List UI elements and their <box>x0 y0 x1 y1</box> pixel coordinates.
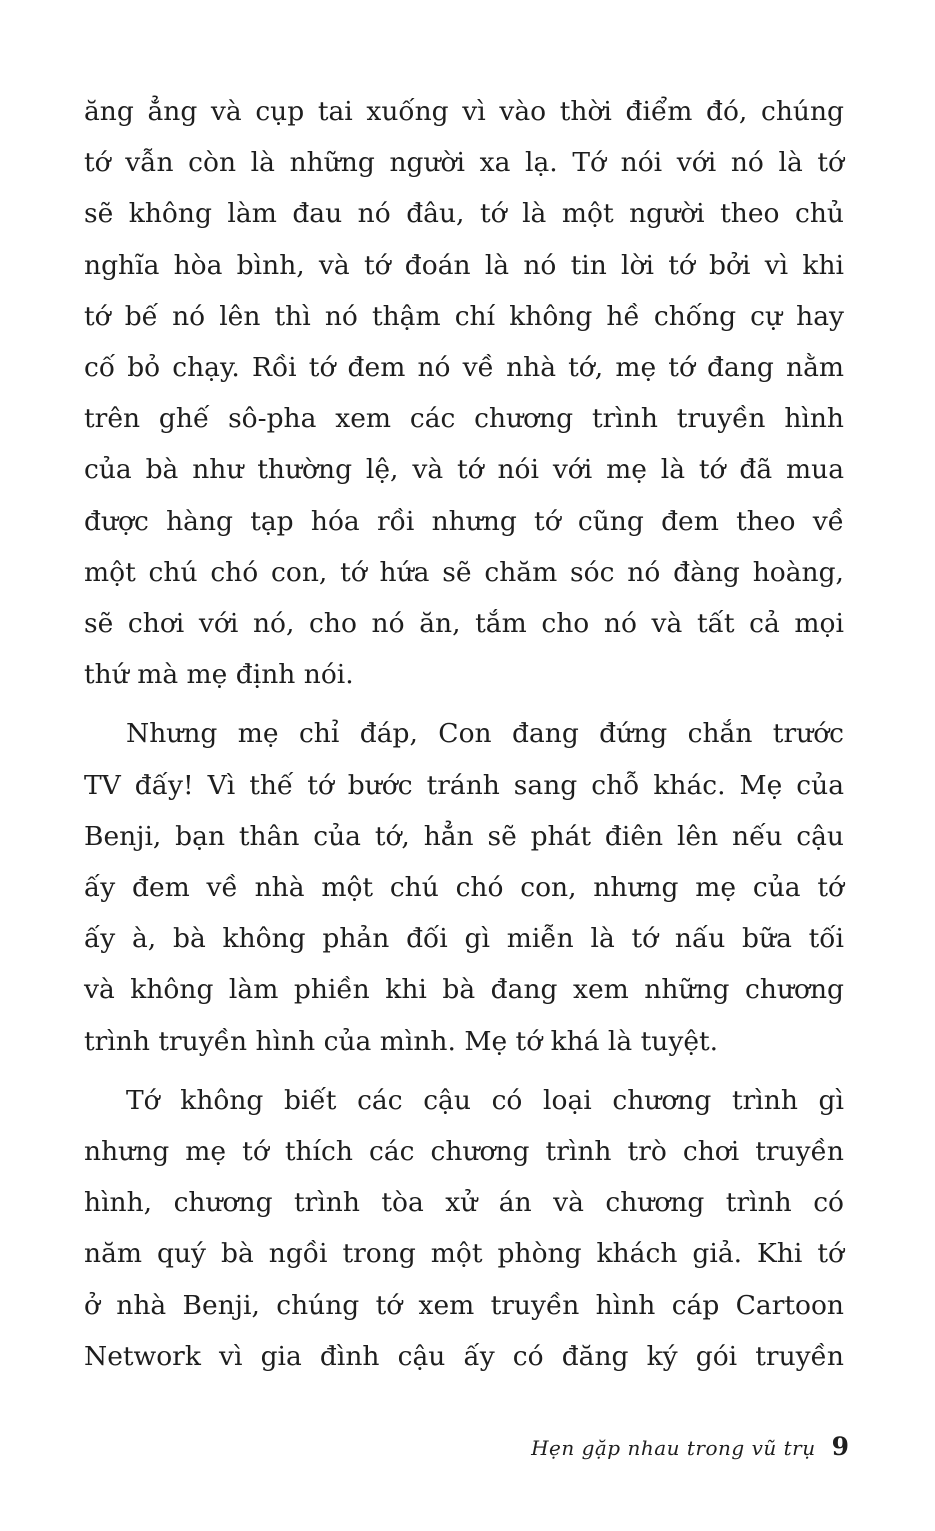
text-line: hình, chương trình tòa xử án và chương trình có <box>84 1187 844 1219</box>
text-line: ở nhà Benji, chúng tớ xem truyền hình cáp Cartoon <box>84 1289 844 1321</box>
paragraph-3 <box>84 1075 844 1382</box>
text-line: Tớ không biết các cậu có loại chương trình gì <box>126 1084 844 1116</box>
text-line: được hàng tạp hóa rồi nhưng tớ cũng đem theo về <box>84 505 844 537</box>
text-line: sẽ chơi với nó, cho nó ăn, tắm cho nó và tất cả mọi <box>84 608 844 640</box>
text-line: một chú chó con, tớ hứa sẽ chăm sóc nó đàng hoàng, <box>84 556 844 588</box>
text-line: ấy đem về nhà một chú chó con, nhưng mẹ của tớ <box>84 872 844 904</box>
text-line: thứ mà mẹ định nói. <box>84 659 354 691</box>
text-line: cố bỏ chạy. Rồi tớ đem nó về nhà tớ, mẹ tớ đang nằm <box>84 352 844 384</box>
text-line: Network vì gia đình cậu ấy có đăng ký gói truyền <box>84 1340 844 1372</box>
text-line: sẽ không làm đau nó đâu, tớ là một người theo chủ <box>84 198 844 230</box>
text-line: của bà như thường lệ, và tớ nói với mẹ là tớ đã mua <box>84 454 844 486</box>
text-line: ấy à, bà không phản đối gì miễn là tớ nấu bữa tối <box>84 923 844 955</box>
text-line: TV đấy! Vì thế tớ bước tránh sang chỗ khác. Mẹ của <box>84 769 844 801</box>
paragraph-2 <box>84 708 844 1066</box>
text-line: nghĩa hòa bình, và tớ đoán là nó tin lời tớ bởi vì khi <box>84 249 844 281</box>
text-line: Benji, bạn thân của tớ, hẳn sẽ phát điên lên nếu cậu <box>84 820 844 852</box>
text-line: tớ bế nó lên thì nó thậm chí không hề chống cự hay <box>84 300 844 332</box>
text-line: ăng ẳng và cụp tai xuống vì vào thời điểm đó, chúng <box>84 96 844 127</box>
text-line: Nhưng mẹ chỉ đáp, Con đang đứng chắn trước <box>126 718 844 750</box>
text-line: và không làm phiền khi bà đang xem những chương <box>84 974 844 1006</box>
page-footer <box>531 1432 849 1461</box>
book-page <box>84 86 844 1382</box>
text-line: trình truyền hình của mình. Mẹ tớ khá là tuyệt. <box>84 1025 719 1057</box>
text-line: nhưng mẹ tớ thích các chương trình trò chơi truyền <box>84 1136 844 1168</box>
text-line: năm quý bà ngồi trong một phòng khách giả. Khi tớ <box>84 1238 844 1270</box>
paragraph-1 <box>84 86 844 700</box>
text-line: tớ vẫn còn là những người xa lạ. Tớ nói với nó là tớ <box>84 147 844 179</box>
text-line: trên ghế sô-pha xem các chương trình truyền hình <box>84 403 844 435</box>
running-title: Hẹn gặp nhau trong vũ trụ <box>531 1436 816 1460</box>
page-number: 9 <box>831 1432 849 1461</box>
